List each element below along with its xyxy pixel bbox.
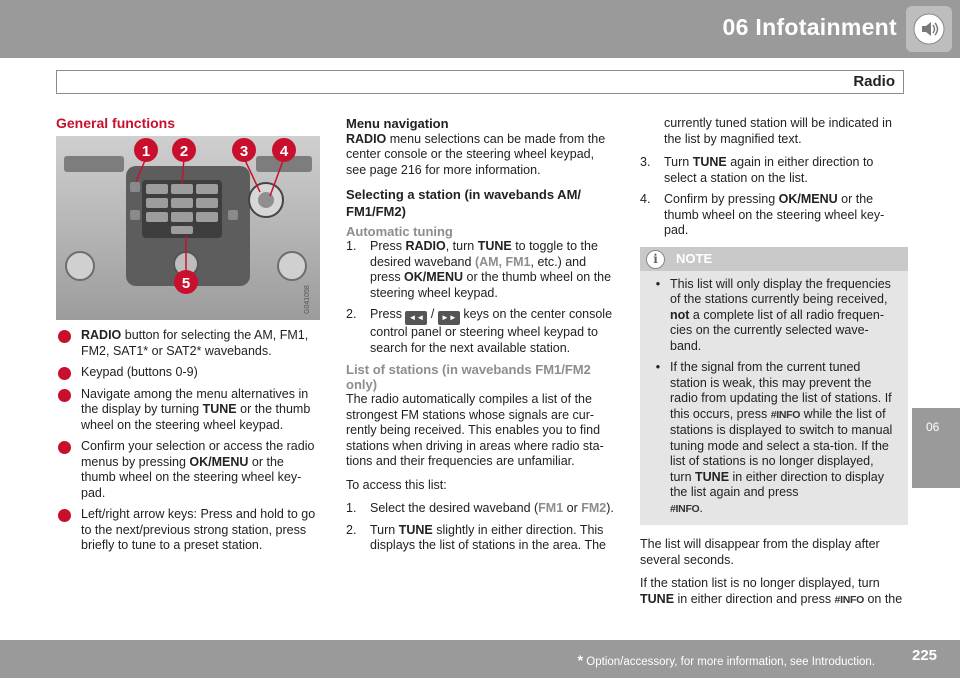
list-step-1: 1. Select the desired waveband (FM1 or FM2). [346, 501, 614, 515]
chapter-title: 06 Infotainment [722, 14, 897, 40]
callout-marker-5 [174, 270, 198, 294]
callout-number-4: 4 [279, 143, 289, 160]
left-lower-knob [66, 252, 94, 280]
info-key-label: #INFO [834, 593, 864, 606]
center-console-photo [56, 136, 320, 320]
previous-track-icon: ◄◄ [405, 311, 427, 325]
info-icon: i [646, 250, 665, 269]
note-bullet-1: • This list will only display the frequencies of the stations currently being received, not a complete list of all radio frequen-cies on the currently selected wave-band. [655, 276, 891, 353]
callout-list [56, 328, 320, 560]
note-box [640, 247, 908, 526]
column-station-list-continued [640, 116, 908, 616]
automatic-tuning-subheading: Automatic tuning [346, 224, 453, 239]
list-step-2: 2. Turn TUNE slightly in either direction. This displays the list of stations in the area. The [346, 522, 607, 552]
list-of-stations-text: The radio automatically compiles a list of the strongest FM stations whose signals are cur-rently being received. This enables you to find stations when driving in areas where radio sta-tions and their frequencies are unfamiliar. [346, 392, 604, 468]
continued-text: currently tuned station will be indicated in the list by magnified text. [664, 116, 892, 146]
list-step-3: 3. Turn TUNE again in either direction to select a station on the list. [640, 155, 874, 185]
auto-step-1: 1. Press RADIO, turn TUNE to toggle to the desired waveband (AM, FM1, etc.) and press OK/MENU or the thumb wheel on the steering wheel keypad. [346, 239, 612, 300]
note-label: NOTE [676, 250, 713, 266]
speaker-icon [912, 12, 946, 46]
footer-band [0, 640, 960, 678]
list-disappear-text: The list will disappear from the display after several seconds. [640, 537, 880, 567]
callout-item-1: RADIO button for selecting the AM, FM1, FM2, SAT1* or SAT2* wavebands. [56, 328, 320, 359]
callout-item-2: Keypad (buttons 0-9) [56, 365, 320, 381]
access-list-text: To access this list: [346, 477, 447, 492]
column-menu-navigation [346, 116, 614, 560]
menu-navigation-heading: Menu navigation [346, 116, 449, 131]
callout-marker-1 [134, 138, 158, 162]
right-lower-knob [278, 252, 306, 280]
list-not-displayed-text: If the station list is no longer displayed, turn TUNE in either direction and press #INFO on the [640, 576, 903, 606]
info-key-label: #INFO [770, 408, 801, 421]
chapter-icon-box [906, 6, 952, 52]
footer-note: * Option/accessory, for more information, see Introduction. [577, 652, 875, 668]
section-title: Radio [853, 73, 895, 90]
callout-number-3: 3 [239, 143, 249, 160]
callout-item-3: Navigate among the menu alternatives in the display by turning TUNE or the thumb wheel on the steering wheel keypad. [56, 387, 320, 434]
page-number: 225 [912, 647, 938, 664]
list-step-4: 4. Confirm by pressing OK/MENU or the thumb wheel on the steering wheel key-pad. [640, 192, 885, 237]
callout-number-1: 1 [141, 143, 151, 160]
radio-button [130, 182, 140, 192]
callout-marker-3 [232, 138, 256, 162]
right-arrow-key [228, 210, 238, 220]
callout-dot-1 [58, 330, 71, 343]
info-key-label: #INFO [670, 502, 700, 515]
callout-item-4: Confirm your selection or access the radio menus by pressing OK/MENU or the thumb wheel on the steering wheel key-pad. [56, 439, 320, 501]
menu-navigation-text: RADIO menu selections can be made from the center console or the steering wheel keypad, see page 216 for more information. [346, 131, 606, 177]
callout-dot-4 [58, 441, 71, 454]
ok-menu-button [258, 192, 274, 208]
list-steps [346, 501, 614, 554]
chapter-side-tab [912, 408, 960, 488]
general-functions-heading: General functions [56, 115, 176, 131]
note-header [640, 247, 908, 271]
left-vent [64, 156, 124, 172]
side-tab-label: 06 [926, 420, 940, 434]
callout-marker-2 [172, 138, 196, 162]
section-bar [56, 70, 904, 94]
callout-marker-4 [272, 138, 296, 162]
callout-dot-3 [58, 389, 71, 402]
next-track-icon: ►► [438, 311, 460, 325]
callout-number-2: 2 [179, 143, 189, 160]
auto-step-2: 2. Press ◄◄ / ►► keys on the center console control panel or steering wheel keypad to search for the next available station. [346, 307, 613, 355]
note-bullet-2: • If the signal from the current tuned station is weak, this may prevent the radio from updating the list of stations. If this occurs, press #INFO while the list of stations is displayed to switch to manual tuning mode and select a sta-tion. If the list of stations is no longer displayed, turn TUNE in either direction to display the list again and press #INFO. [655, 360, 893, 515]
selecting-station-heading: Selecting a station (in wavebands AM/ FM1/FM2) [346, 187, 582, 219]
left-arrow-key [130, 210, 140, 220]
callout-dot-5 [58, 509, 71, 522]
callout-dot-2 [58, 367, 71, 380]
callout-item-5: Left/right arrow keys: Press and hold to go to the next/previous strong station, press briefly to tune to a preset station. [56, 507, 320, 554]
continued-steps [640, 155, 908, 239]
callout-number-5: 5 [181, 275, 191, 292]
automatic-tuning-steps [346, 239, 614, 356]
list-of-stations-subheading: List of stations (in wavebands FM1/FM2 only) [346, 362, 591, 392]
figure-code: G041058 [304, 285, 311, 314]
